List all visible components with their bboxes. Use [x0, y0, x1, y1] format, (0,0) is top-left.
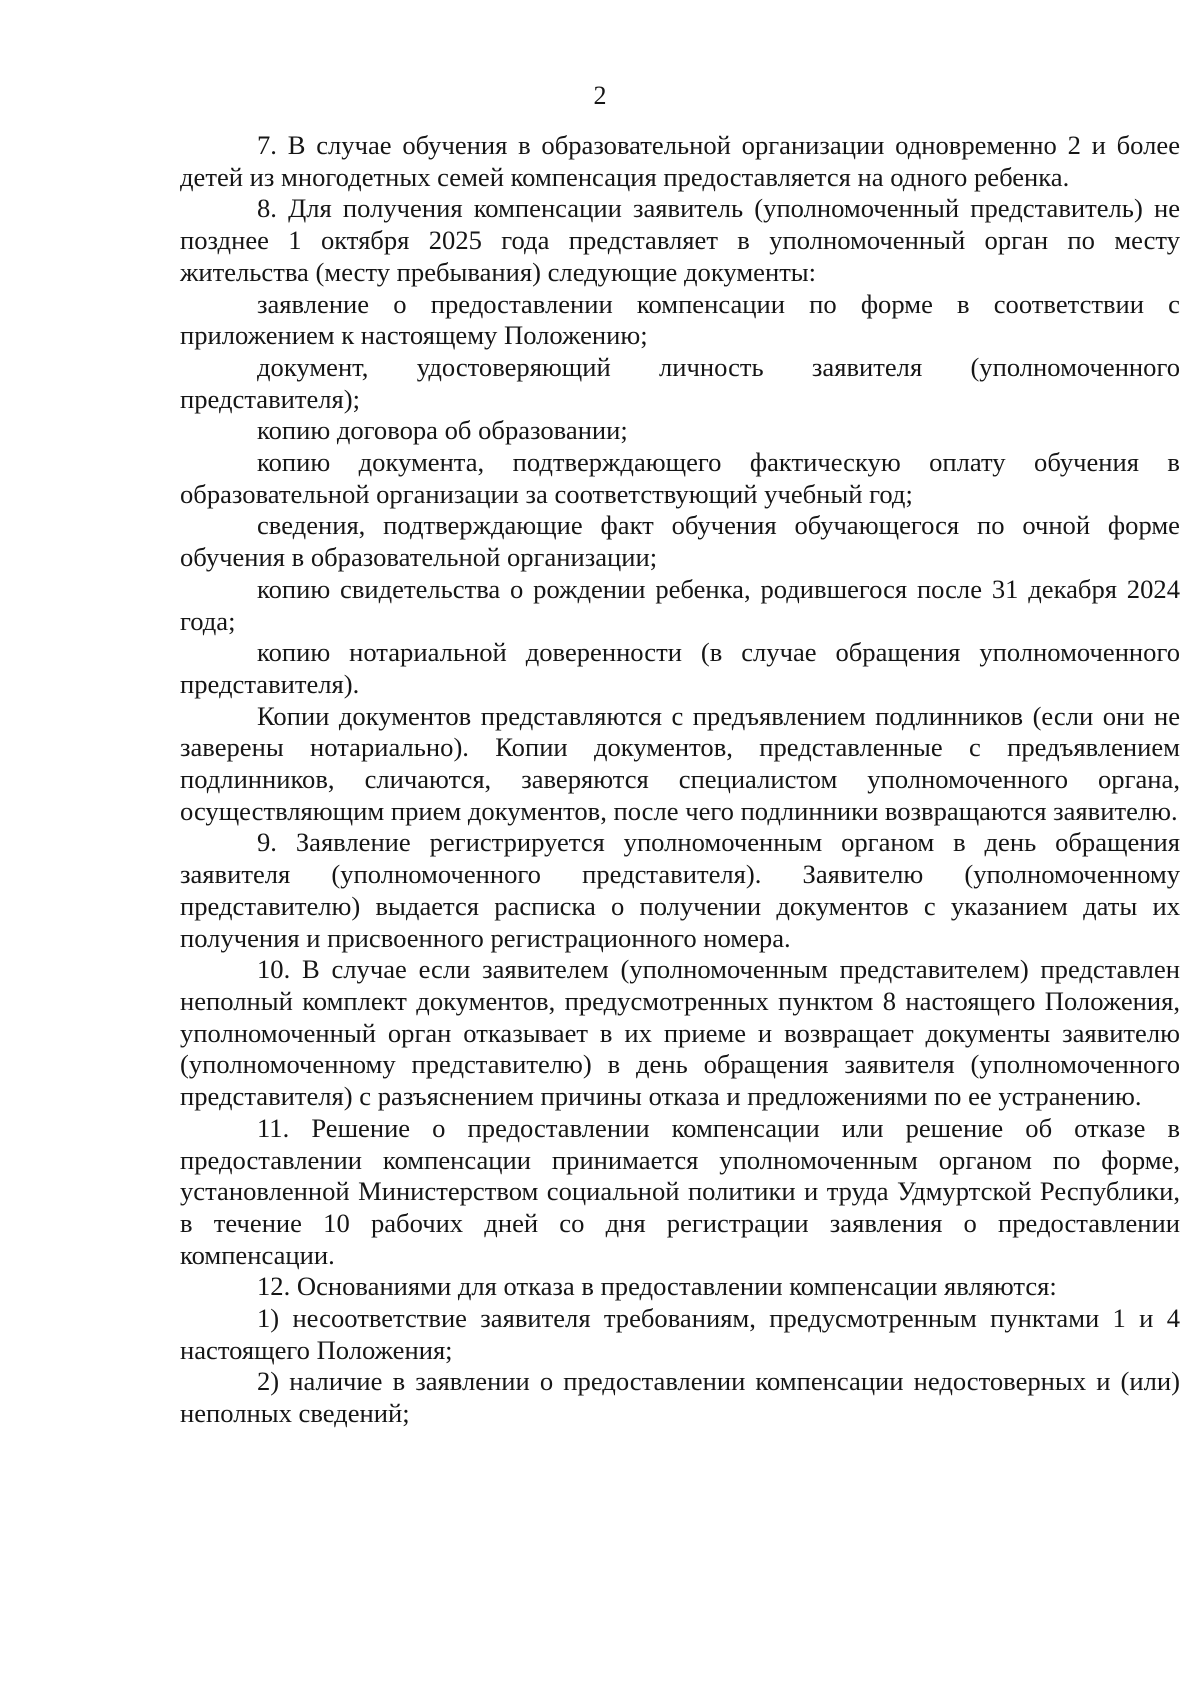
paragraph-7: 7. В случае обучения в образовательной организации одновременно 2 и более детей из многодетных семей компенсация предоставляется на одного ребенка. [180, 130, 1180, 192]
paragraph-12-item-1: 1) несоответствие заявителя требованиям, предусмотренным пунктами 1 и 4 настоящего Положения; [180, 1303, 1180, 1365]
list-item-power-of-attorney: копию нотариальной доверенности (в случае обращения уполномоченного представителя). [180, 637, 1180, 699]
document-body [180, 130, 1180, 1430]
paragraph-11: 11. Решение о предоставлении компенсации или решение об отказе в предоставлении компенсации принимается уполномоченным органом по форме, установленной Министерством социальной политики и труда Удмуртской Республики, в течение 10 рабочих дней со дня регистрации заявления о предоставлении компенсации. [180, 1112, 1180, 1270]
paragraph-copies: Копии документов представляются с предъявлением подлинников (если они не заверены нотариально). Копии документов, представленные с предъявлением подлинников, сличаются, заверяются специалистом уполномоченного органа, осуществляющим прием документов, после чего подлинники возвращаются заявителю. [180, 700, 1180, 826]
paragraph-10: 10. В случае если заявителем (уполномоченным представителем) представлен неполный комплект документов, предусмотренных пунктом 8 настоящего Положения, уполномоченный орган отказывает в их приеме и возвращает документы заявителю (уполномоченному представителю) в день обращения заявителя (уполномоченного представителя) с разъяснением причины отказа и предложениями по ее устранению. [180, 954, 1180, 1112]
paragraph-9: 9. Заявление регистрируется уполномоченным органом в день обращения заявителя (уполномоченного представителя). Заявителю (уполномоченному представителю) выдается расписка о получении документов с указанием даты их получения и присвоенного регистрационного номера. [180, 827, 1180, 953]
list-item-birth-certificate: копию свидетельства о рождении ребенка, родившегося после 31 декабря 2024 года; [180, 573, 1180, 636]
page-number: 2 [593, 81, 607, 110]
list-item-payment-document: копию документа, подтверждающего фактическую оплату обучения в образовательной организации за соответствующий учебный год; [180, 447, 1180, 509]
paragraph-12: 12. Основаниями для отказа в предоставлении компенсации являются: [257, 1271, 1057, 1302]
list-item-application: заявление о предоставлении компенсации по форме в соответствии с приложением к настоящему Положению; [180, 288, 1180, 351]
list-item-identity-document: документ, удостоверяющий личность заявителя (уполномоченного представителя); [180, 351, 1180, 414]
list-item-study-confirmation: сведения, подтверждающие факт обучения обучающегося по очной форме обучения в образовательной организации; [180, 510, 1180, 573]
paragraph-8: 8. Для получения компенсации заявитель (уполномоченный представитель) не позднее 1 октября 2025 года представляет в уполномоченный орган по месту жительства (месту пребывания) следующие документы: [180, 193, 1180, 287]
list-item-education-contract: копию договора об образовании; [257, 415, 628, 446]
paragraph-12-item-2: 2) наличие в заявлении о предоставлении компенсации недостоверных и (или) неполных сведений; [180, 1366, 1180, 1429]
